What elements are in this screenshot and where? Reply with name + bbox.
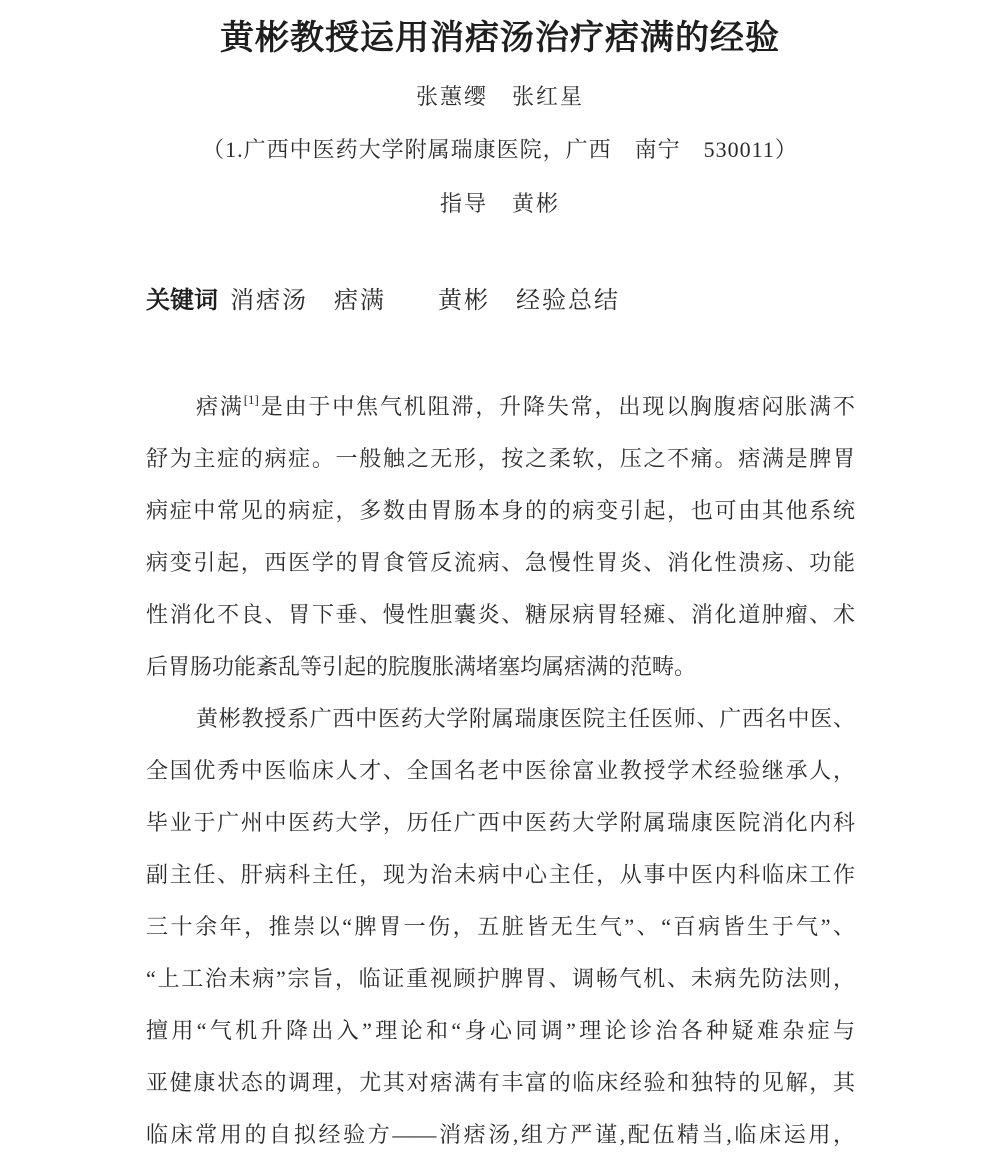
body-line-text: 舒为主症的病症。一般触之无形，按之柔软，压之不痛。痞满是脾胃: [146, 446, 855, 471]
body-line: [146, 381, 855, 433]
body-line: [146, 1109, 855, 1161]
body-line-text: 临床常用的自拟经验方——消痞汤,组方严谨,配伍精当,临床运用，: [146, 1122, 855, 1147]
body-line-text: 是由于中焦气机阻滞，升降失常，出现以胸腹痞闷胀满不: [258, 394, 855, 419]
body-line: [146, 745, 855, 797]
paper-title: 黄彬教授运用消痞汤治疗痞满的经验: [220, 19, 780, 57]
body-line-text: “上工治未病”宗旨，临证重视顾护脾胃、调畅气机、未病先防法则，: [146, 966, 855, 991]
body-line: [146, 693, 855, 745]
body-line-text: 后胃肠功能紊乱等引起的脘腹胀满堵塞均属痞满的范畴。: [146, 654, 697, 679]
body-line-text: 副主任、肝病科主任，现为治未病中心主任，从事中医内科临床工作: [146, 862, 855, 887]
body-line-text: 亚健康状态的调理，尤其对痞满有丰富的临床经验和独特的见解，其: [146, 1070, 855, 1095]
body-line-text: 黄彬教授系广西中医药大学附属瑞康医院主任医师、广西名中医、: [196, 706, 855, 731]
body-line: [146, 537, 855, 589]
body-line: [146, 797, 855, 849]
body-line: [146, 849, 855, 901]
body-line-text: 病变引起，西医学的胃食管反流病、急慢性胃炎、消化性溃疡、功能: [146, 550, 855, 575]
body-line-text: 擅用“气机升降出入”理论和“身心同调”理论诊治各种疑难杂症与: [146, 1018, 855, 1043]
body-line-text: 病症中常见的病症，多数由胃肠本身的的病变引起，也可由其他系统: [146, 498, 855, 523]
authors-line: 张蕙缨 张红星: [415, 84, 584, 109]
body-line-text: 毕业于广州中医药大学，历任广西中医药大学附属瑞康医院消化内科: [146, 810, 855, 835]
affiliation-line: （1.广西中医药大学附属瑞康医院，广西 南宁 530011）: [202, 137, 798, 162]
advisor-line: 指导 黄彬: [439, 191, 560, 216]
body-line-text: 三十余年，推崇以“脾胃一伤，五脏皆无生气”、“百病皆生于气”、: [146, 914, 855, 939]
body-line: [146, 589, 855, 641]
body-text: [146, 381, 855, 1161]
keywords-label: 关键词: [146, 287, 218, 314]
body-line: [146, 901, 855, 953]
body-line: [146, 433, 855, 485]
body-line: [146, 953, 855, 1005]
body-line-text: 痞满: [196, 394, 244, 419]
body-line: [146, 1005, 855, 1057]
body-line: [146, 485, 855, 537]
keywords-text: 消痞汤 痞满 黄彬 经验总结: [230, 288, 620, 314]
body-line-text: 性消化不良、胃下垂、慢性胆囊炎、糖尿病胃轻瘫、消化道肿瘤、术: [146, 602, 855, 627]
body-line-text: 全国优秀中医临床人才、全国名老中医徐富业教授学术经验继承人，: [146, 758, 855, 783]
body-line: [146, 1057, 855, 1109]
citation-reference: [1]: [243, 392, 259, 407]
keywords-row: [146, 285, 855, 317]
body-line: [146, 641, 855, 693]
